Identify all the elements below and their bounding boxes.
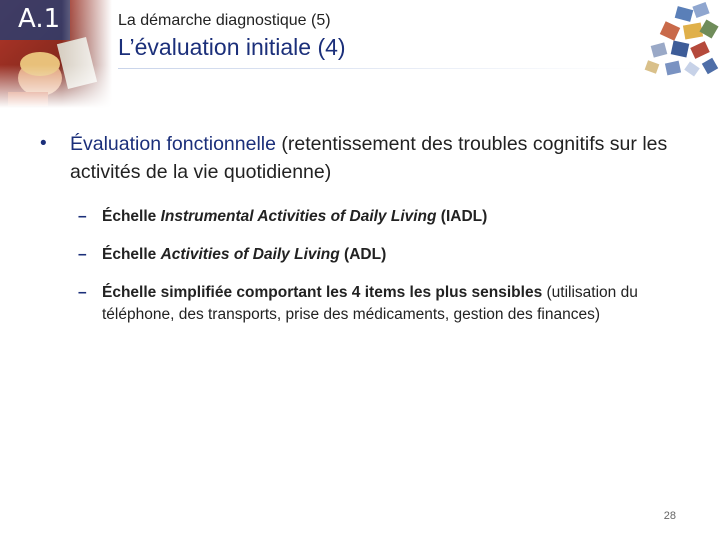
sub-item-italic: Instrumental Activities of Daily Living: [160, 208, 437, 225]
dash-icon: –: [78, 284, 87, 301]
section-code: A.1: [18, 4, 61, 34]
sub-item-text: [102, 282, 690, 326]
page-title: L’évaluation initiale (4): [118, 34, 346, 60]
sub-item-suffix: (ADL): [339, 246, 387, 263]
page-number: 28: [663, 510, 676, 522]
person-photo-icon: [0, 0, 112, 108]
title-divider: [118, 68, 638, 69]
main-bullet-body: (retentissement des troubles cognitifs sur les activités de la vie quotidienne): [70, 133, 668, 183]
sub-item-prefix: Échelle: [102, 208, 161, 225]
main-bullet-highlight: Évaluation fonctionnelle: [70, 133, 276, 155]
sub-item-text: [102, 244, 690, 266]
slide-subtitle: La démarche diagnostique (5): [118, 12, 331, 29]
sub-item-detail: (utilisation du téléphone, des transports, prise des médicaments, gestion des finances): [102, 284, 638, 323]
puzzle-pieces-icon: [636, 0, 720, 84]
dash-icon: –: [78, 208, 87, 225]
sub-list: [78, 206, 690, 326]
sub-item-text: [102, 206, 690, 228]
list-item: [78, 206, 690, 228]
list-item: [78, 282, 690, 326]
sub-item-suffix: (IADL): [436, 208, 488, 225]
slide-content: [40, 130, 690, 342]
sub-item-bold: Échelle simplifiée comportant les 4 items les plus sensibles: [102, 284, 543, 301]
main-bullet: [40, 130, 690, 186]
bullet-icon: •: [40, 133, 47, 154]
list-item: [78, 244, 690, 266]
dash-icon: –: [78, 246, 87, 263]
sub-item-prefix: Échelle: [102, 246, 161, 263]
sub-item-italic: Activities of Daily Living: [160, 246, 340, 263]
main-bullet-text: [70, 130, 690, 186]
